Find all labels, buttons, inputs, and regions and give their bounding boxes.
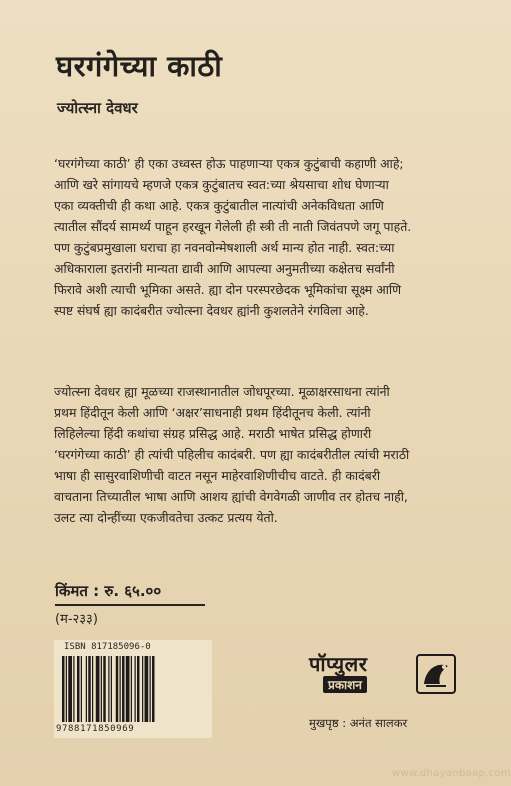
blurb-line: वाचताना तिच्यातील भाषा आणि आशय ह्यांची वेगवेगळी जाणीव तर होतच नाही,: [54, 489, 408, 504]
cover-credit: मुखपृष्ठ : अनंत सालकर: [309, 716, 408, 730]
price-label: किंमत : रु. ६५.००: [55, 582, 162, 600]
price-divider: [55, 604, 205, 606]
blurb-line: पण कुटुंबप्रमुखाला घराचा हा नवनवोन्मेषशाली अर्थ मान्य होत नाही. स्वत:च्या: [54, 240, 395, 255]
blurb-line: स्पष्ट संघर्ष ह्या कादंबरीत ज्योत्स्ना देवधर ह्यांनी कुशलतेने रंगविला आहे.: [54, 303, 369, 318]
blurb-paragraph-2: [54, 381, 474, 528]
book-title: घरगंगेच्या काठी: [56, 49, 223, 83]
blurb-line: प्रथम हिंदीतून केली आणि ‘अक्षर’साधनाही प्रथम हिंदीतूनच केली. त्यांनी: [54, 405, 371, 420]
blurb-line: ज्योत्स्ना देवधर ह्या मूळच्या राजस्थानातील जोधपूरच्या. मूळाक्षरसाधना त्यांनी: [54, 384, 390, 399]
blurb-line: भाषा ही सासुरवाशिणीची वाटत नसून माहेरवाशिणीचीच वाटते. ही कादंबरी: [54, 468, 381, 483]
blurb-line: ‘घरगंगेच्या काठी’ ही एका उध्वस्त होऊ पाहणाऱ्या एकत्र कुटुंबाची कहाणी आहे;: [54, 156, 404, 171]
barcode-bars: [60, 656, 202, 722]
blurb-line: आणि खरे सांगायचे म्हणजे एकत्र कुटुंबातच स्वत:च्या श्रेयसाचा शोध घेणाऱ्या: [54, 177, 389, 192]
catalog-code: (म-२३३): [55, 612, 98, 627]
blurb-line: अधिकाराला इतरांनी मान्यता द्यावी आणि आपल्या अनुमतीच्या कक्षेतच सर्वांनी: [54, 261, 395, 276]
blurb-line: ‘घरगंगेच्या काठी’ ही त्यांची पहिलीच कादंबरी. पण ह्या कादंबरीतील त्यांची मराठी: [54, 447, 410, 462]
isbn-label: ISBN 817185096-0: [64, 642, 151, 652]
blurb-line: फिरावे अशी त्याची भूमिका असते. ह्या दोन परस्परछेदक भूमिकांचा सूक्ष्म आणि: [54, 282, 402, 297]
isbn-barcode: [54, 640, 212, 738]
publisher-name: पॉप्युलर: [309, 652, 368, 676]
watermark-text: www.dhayanbaap.com: [392, 768, 511, 779]
publisher-emblem-icon: [416, 654, 456, 694]
blurb-line: उलट त्या दोन्हींच्या एकजीवतेचा उत्कट प्रत्यय येतो.: [54, 510, 278, 525]
blurb-line: लिहिलेल्या हिंदी कथांचा संग्रह प्रसिद्ध आहे. मराठी भाषेत प्रसिद्ध होणारी: [54, 426, 372, 441]
blurb-line: एका व्यक्तीची ही कथा आहे. एकत्र कुटुंबातील नात्यांची अनेकविधता आणि: [54, 198, 384, 213]
blurb-paragraph-1: [54, 153, 474, 321]
blurb-line: त्यातील सौंदर्य सामर्थ्य पाहून हरखून गेलेली ही स्त्री ती नाती जिवंतपणे जगू पाहते.: [54, 219, 412, 234]
publisher-tag: प्रकाशन: [323, 676, 367, 693]
book-author: ज्योत्स्ना देवधर: [57, 99, 138, 117]
ean-digits: 9788171850969: [56, 724, 135, 734]
